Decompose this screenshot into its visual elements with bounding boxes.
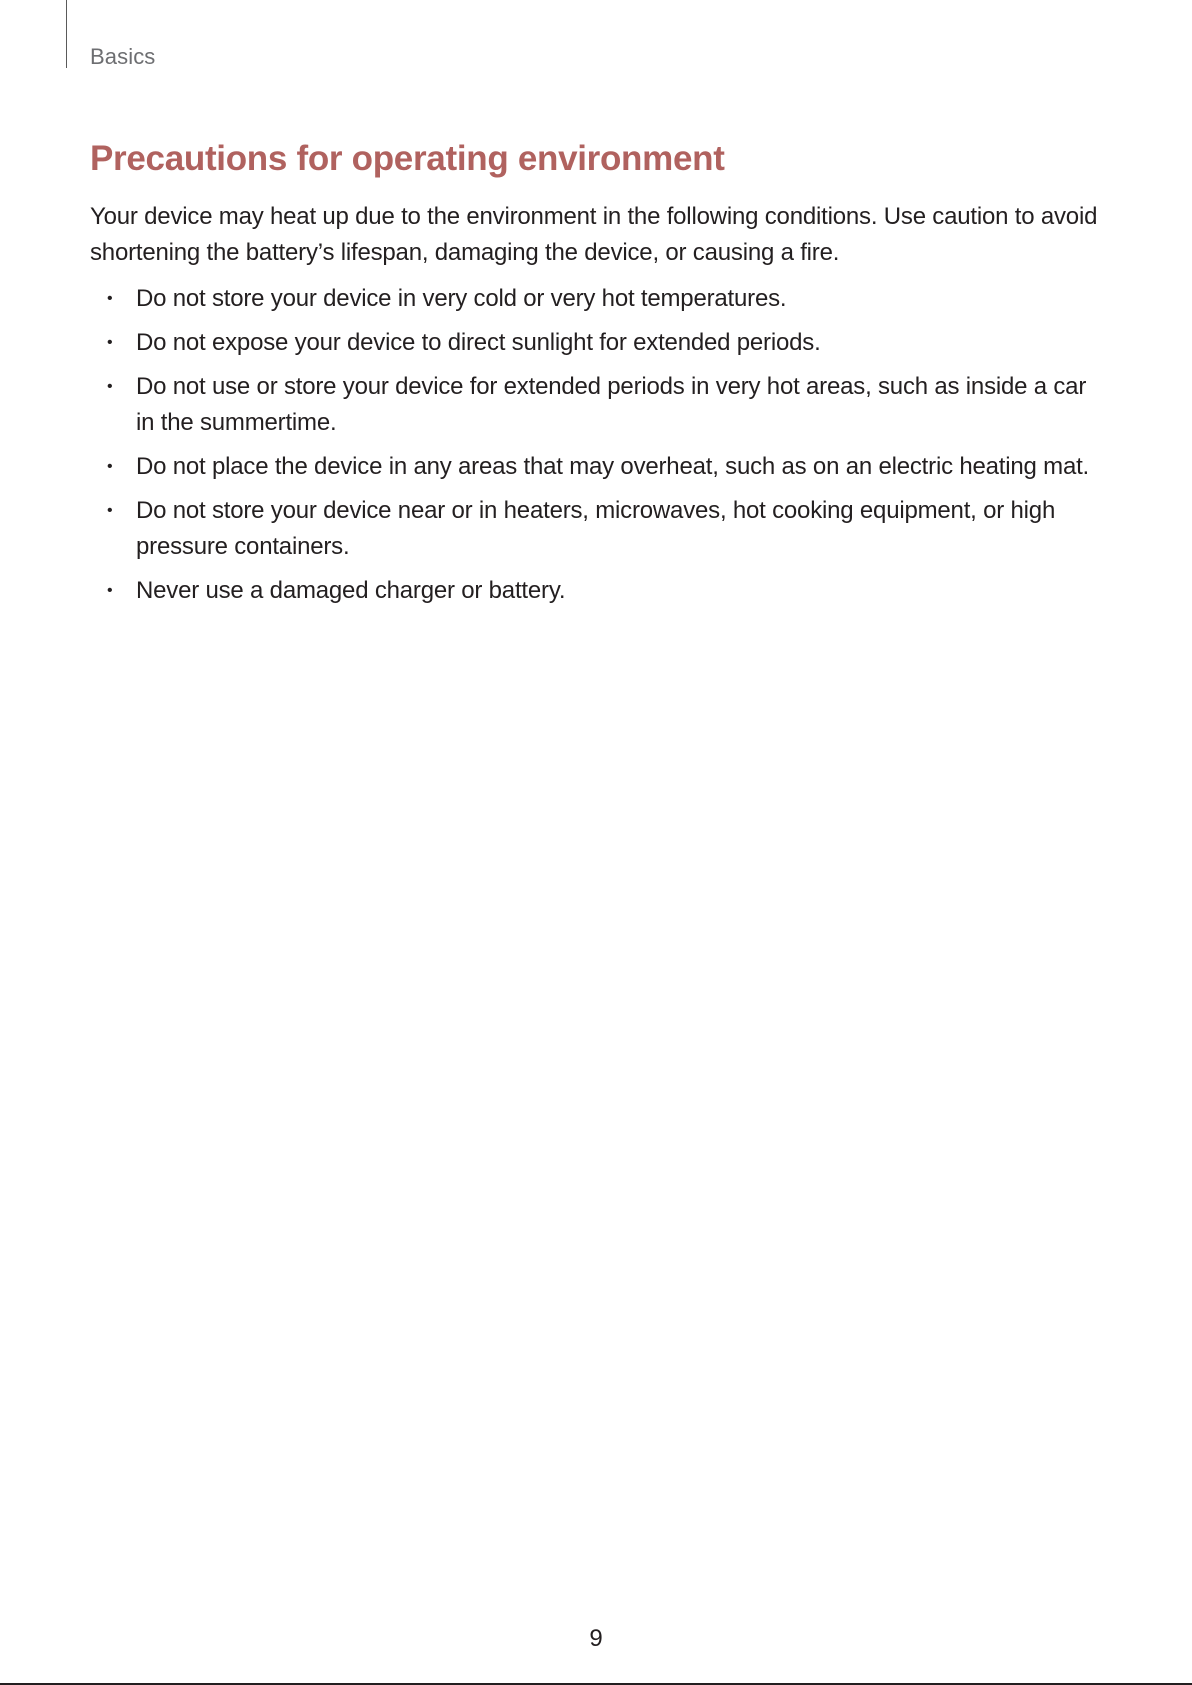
list-item: [90, 493, 1100, 565]
precautions-list: [90, 281, 1100, 617]
list-item-text: Do not use or store your device for extended periods in very hot areas, such as inside a car in the summertime.: [136, 373, 1087, 436]
bullet-icon: •: [107, 290, 113, 307]
bullet-icon: •: [107, 502, 113, 519]
list-item-text: Do not expose your device to direct sunlight for extended periods.: [136, 329, 821, 356]
list-item-text: Do not store your device in very cold or very hot temperatures.: [136, 285, 787, 312]
list-item-text: Do not place the device in any areas that may overheat, such as on an electric heating mat.: [136, 453, 1090, 480]
section-title: Precautions for operating environment: [90, 139, 725, 178]
margin-rule: [66, 0, 67, 68]
list-item: [90, 369, 1100, 441]
page-number: 9: [589, 1625, 603, 1652]
list-item: [90, 325, 1100, 361]
intro-paragraph: Your device may heat up due to the environment in the following conditions. Use caution to avoid shortening the battery’s lifespan, damaging the device, or causing a fire.: [90, 203, 1098, 266]
list-item: [90, 573, 1100, 609]
list-item-text: Do not store your device near or in heaters, microwaves, hot cooking equipment, or high pressure containers.: [136, 497, 1056, 560]
bullet-icon: •: [107, 378, 113, 395]
bullet-icon: •: [107, 458, 113, 475]
running-head: Basics: [90, 44, 156, 69]
bullet-icon: •: [107, 582, 113, 599]
list-item: [90, 449, 1100, 485]
list-item-text: Never use a damaged charger or battery.: [136, 577, 566, 604]
list-item: [90, 281, 1100, 317]
bullet-icon: •: [107, 334, 113, 351]
